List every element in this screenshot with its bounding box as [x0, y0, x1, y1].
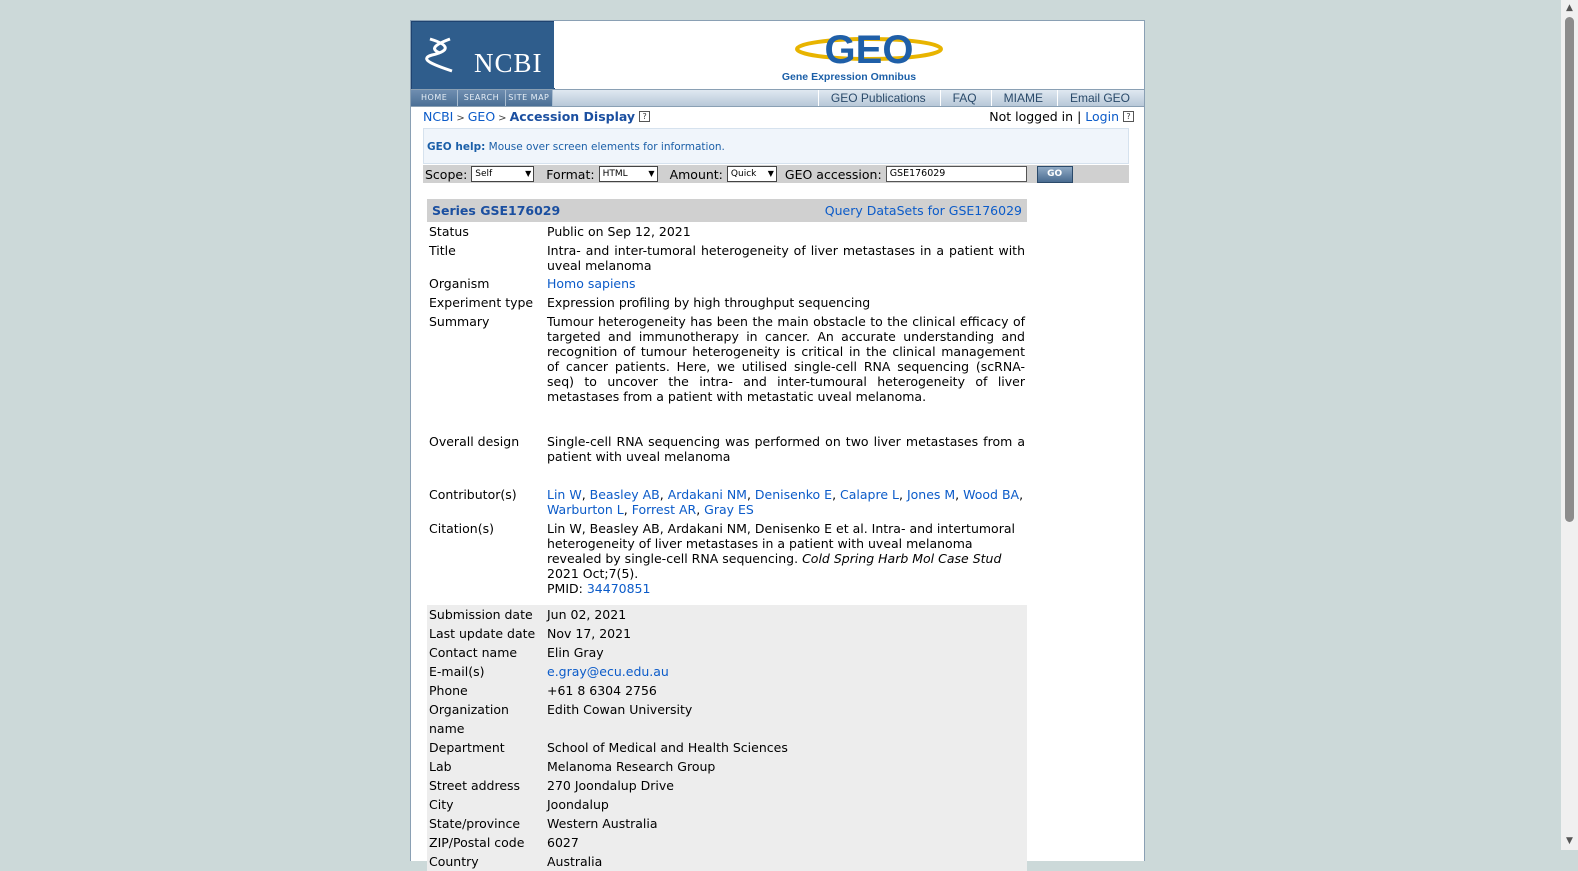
contributor-separator: ,: [746, 487, 755, 502]
citation-label: Citation(s): [429, 521, 494, 536]
contributor-link[interactable]: Beasley AB: [589, 487, 660, 502]
organism-label: Organism: [429, 276, 490, 291]
vertical-scrollbar[interactable]: [1561, 0, 1578, 850]
scope-select[interactable]: Self ▼: [471, 166, 534, 182]
scroll-down-arrow-icon[interactable]: ▼: [1566, 836, 1573, 846]
contact-label: City: [429, 797, 454, 812]
contact-row: [427, 624, 1027, 643]
nav-sitemap-link[interactable]: SITE MAP: [506, 90, 553, 106]
nav-bar: [411, 89, 1144, 107]
breadcrumb: [423, 109, 650, 124]
organism-row: [427, 274, 1027, 293]
contact-row: [427, 700, 1027, 738]
contributor-link[interactable]: Calapre L: [840, 487, 899, 502]
ncbi-logo[interactable]: [411, 21, 555, 90]
citation-text: Lin W, Beasley AB, Ardakani NM, Denisenko E et al. Intra- and intertumoral heterogeneity of liver metastases in a patient with uveal melanoma revealed by single-cell RNA sequencing.: [547, 521, 1015, 566]
contact-row: [427, 643, 1027, 662]
help-label: GEO help:: [427, 141, 486, 153]
contact-value: 270 Joondalup Drive: [547, 778, 674, 793]
contact-row: [427, 605, 1027, 624]
ncbi-logo-text: NCBI: [474, 48, 543, 78]
breadcrumb-ncbi-link[interactable]: NCBI: [423, 109, 454, 124]
contact-label: Last update date: [429, 626, 536, 641]
contact-label: Country: [429, 854, 479, 869]
contributor-link[interactable]: Gray ES: [704, 502, 754, 517]
contact-label: State/province: [429, 816, 521, 831]
go-button[interactable]: GO: [1037, 166, 1073, 183]
status-row: [427, 222, 1027, 241]
contact-value: Australia: [547, 854, 603, 869]
contact-row: [427, 757, 1027, 776]
format-label: Format:: [546, 166, 595, 182]
accession-input[interactable]: GSE176029: [886, 166, 1027, 182]
contact-block: [427, 605, 1027, 871]
nav-miame-link[interactable]: MIAME: [991, 90, 1057, 106]
breadcrumb-separator: >: [498, 113, 507, 124]
contributor-separator: ,: [832, 487, 841, 502]
nav-search-link[interactable]: SEARCH: [458, 90, 505, 106]
contact-label: Lab: [429, 759, 452, 774]
contact-value: Nov 17, 2021: [547, 626, 632, 641]
contact-label: Organization name: [429, 702, 509, 736]
status-label: Status: [429, 224, 469, 239]
experiment-type-value: Expression profiling by high throughput sequencing: [547, 295, 871, 310]
series-header: [427, 199, 1027, 222]
help-text: Mouse over screen elements for information.: [488, 141, 725, 153]
contributors-row: [427, 487, 1027, 517]
amount-label: Amount:: [669, 166, 723, 182]
contributor-separator: ,: [659, 487, 668, 502]
help-icon[interactable]: ?: [639, 111, 650, 122]
contact-value: Elin Gray: [547, 645, 604, 660]
title-row: [427, 243, 1027, 273]
organism-link[interactable]: Homo sapiens: [547, 276, 636, 291]
contact-value: Joondalup: [547, 797, 609, 812]
title-value: Intra- and inter-tumoral heterogeneity of liver metastases in a patient with uveal melanoma: [547, 243, 1025, 273]
contact-label: Department: [429, 740, 505, 755]
contact-row: [427, 681, 1027, 700]
experiment-type-row: [427, 293, 1027, 312]
experiment-type-label: Experiment type: [429, 295, 534, 310]
pmid-label: PMID:: [547, 581, 583, 596]
contributor-link[interactable]: Forrest AR: [631, 502, 697, 517]
scrollbar-thumb[interactable]: [1565, 17, 1574, 522]
format-select[interactable]: HTML ▼: [599, 166, 658, 182]
contributor-link[interactable]: Lin W: [547, 487, 582, 502]
accession-label: GEO accession:: [784, 166, 882, 182]
nav-home-link[interactable]: HOME: [411, 90, 458, 106]
amount-select[interactable]: Quick ▼: [727, 166, 777, 182]
summary-row: [427, 314, 1027, 404]
breadcrumb-current: Accession Display: [509, 109, 636, 124]
geo-nav: [818, 90, 1144, 106]
contributor-link[interactable]: Ardakani NM: [667, 487, 747, 502]
contact-label: E-mail(s): [429, 664, 485, 679]
title-label: Title: [429, 243, 456, 258]
contact-value: Jun 02, 2021: [547, 607, 627, 622]
contributor-link[interactable]: Jones M: [906, 487, 956, 502]
contributors-list: [547, 487, 1025, 517]
breadcrumb-separator: >: [456, 113, 465, 124]
page-container: [410, 20, 1145, 869]
contact-value: Edith Cowan University: [547, 702, 693, 717]
series-table: [427, 199, 1027, 871]
help-banner: [423, 128, 1129, 164]
overall-design-value: Single-cell RNA sequencing was performed on two liver metastases from a patient with uveal melanoma: [547, 434, 1025, 464]
overall-design-row: [427, 434, 1027, 464]
query-datasets-link[interactable]: Query DataSets for GSE176029: [824, 203, 1022, 218]
citation-date: 2021 Oct;7(5).: [547, 566, 639, 581]
contributor-separator: ,: [955, 487, 964, 502]
pmid-link[interactable]: 34470851: [586, 581, 651, 596]
nav-faq-link[interactable]: FAQ: [940, 90, 991, 106]
contact-row: [427, 776, 1027, 795]
contact-label: Phone: [429, 683, 468, 698]
contact-row: [427, 795, 1027, 814]
contact-value: Melanoma Research Group: [547, 759, 716, 774]
contact-row: [427, 814, 1027, 833]
login-link[interactable]: Login: [1085, 109, 1119, 124]
citation-value: [547, 521, 1025, 596]
contact-value: 6027: [547, 835, 579, 850]
breadcrumb-geo-link[interactable]: GEO: [467, 109, 496, 124]
contact-value: +61 8 6304 2756: [547, 683, 657, 698]
status-value: Public on Sep 12, 2021: [547, 224, 691, 239]
contact-label: Contact name: [429, 645, 518, 660]
geo-subtitle: Gene Expression Omnibus: [781, 71, 917, 83]
dna-helix-icon: [424, 35, 458, 75]
contributor-separator: ,: [581, 487, 590, 502]
contact-label: Street address: [429, 778, 521, 793]
email-link[interactable]: e.gray@ecu.edu.au: [547, 664, 669, 679]
contributor-separator: ,: [623, 502, 632, 517]
contributors-label: Contributor(s): [429, 487, 517, 502]
contributor-link[interactable]: Wood BA: [963, 487, 1020, 502]
geo-logo-text: GEO: [824, 28, 914, 67]
contact-label: ZIP/Postal code: [429, 835, 525, 850]
contact-label: Submission date: [429, 607, 533, 622]
contributor-link[interactable]: Denisenko E: [754, 487, 833, 502]
login-divider: |: [1077, 109, 1082, 124]
geo-logo[interactable]: [554, 21, 1144, 88]
contact-row: [427, 852, 1027, 871]
contributor-separator: ,: [898, 487, 907, 502]
ncbi-nav: [411, 90, 553, 106]
login-status: [989, 109, 1134, 124]
summary-value: Tumour heterogeneity has been the main obstacle to the clinical efficacy of targeted and immunotherapy in cancer. An accurate understanding and recognition of tumour heterogeneity is critical in the clinical management of cancer patients. Here, we utilised single-cell RNA sequencing (scRNA-seq) to uncover the intra- and inter-tumoural heterogeneity of liver metastases from a patient with metastatic uveal melanoma.: [547, 314, 1025, 404]
nav-geo-publications-link[interactable]: GEO Publications: [818, 90, 940, 106]
query-toolbar: [423, 165, 1129, 183]
contact-value: Western Australia: [547, 816, 658, 831]
contact-row: [427, 738, 1027, 757]
citation-row: [427, 521, 1027, 596]
series-title: Series GSE176029: [432, 203, 561, 218]
nav-email-geo-link[interactable]: Email GEO: [1057, 90, 1144, 106]
contributor-link[interactable]: Warburton L: [547, 502, 624, 517]
contact-value: School of Medical and Health Sciences: [547, 740, 788, 755]
scroll-up-arrow-icon[interactable]: ▲: [1566, 3, 1573, 13]
scope-label: Scope:: [425, 166, 468, 182]
summary-label: Summary: [429, 314, 490, 329]
contributor-separator: ,: [696, 502, 705, 517]
contact-row: [427, 662, 1027, 681]
contributor-separator: ,: [1019, 487, 1024, 502]
login-status-text: Not logged in: [989, 109, 1074, 124]
overall-design-label: Overall design: [429, 434, 520, 449]
citation-journal: Cold Spring Harb Mol Case Stud: [802, 551, 1002, 566]
contact-row: [427, 833, 1027, 852]
geo-logo-mark: [794, 27, 944, 67]
login-help-icon[interactable]: ?: [1123, 111, 1134, 122]
